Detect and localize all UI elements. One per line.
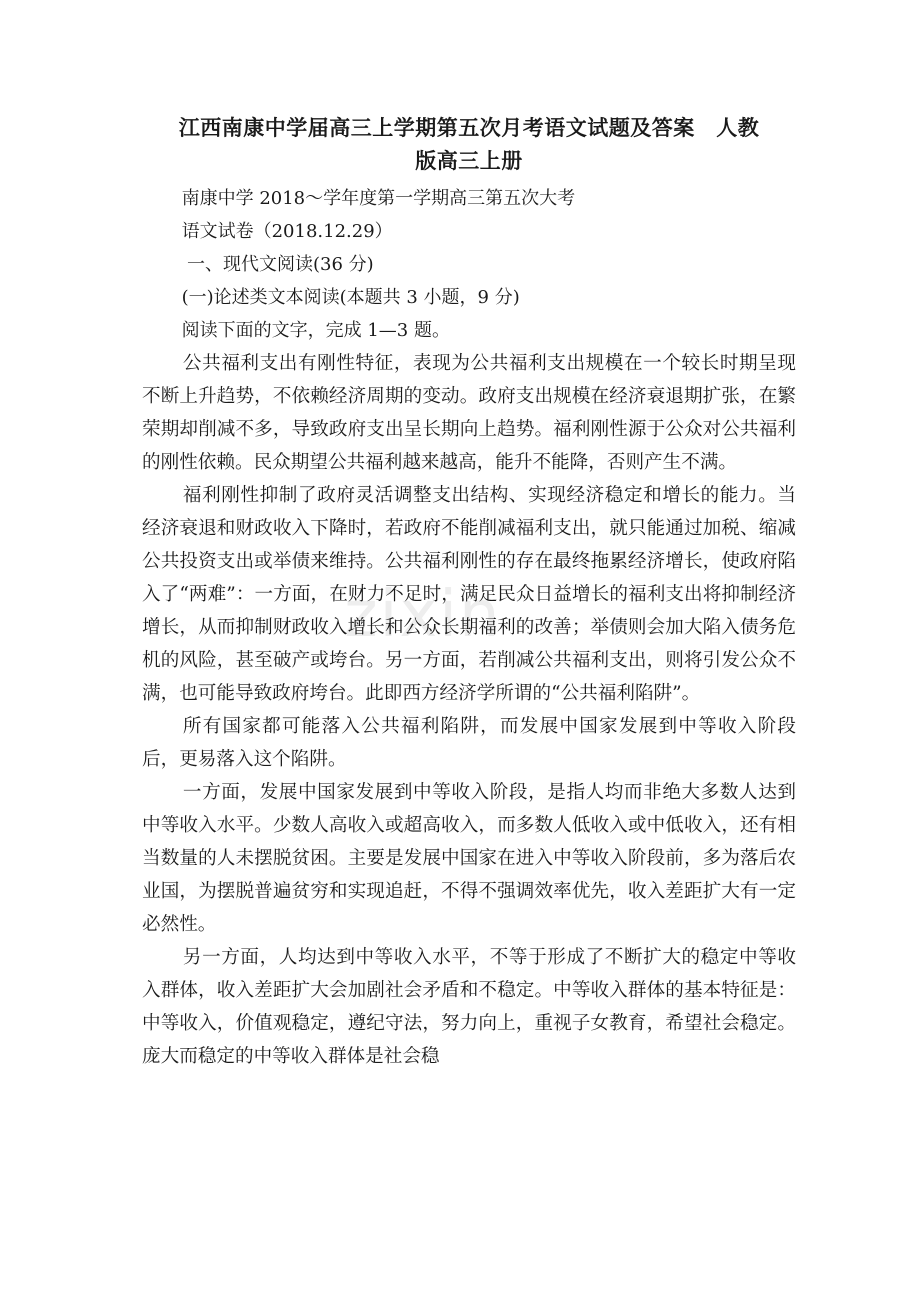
title-line-2: 版高三上册 xyxy=(415,149,523,173)
paragraph-2: 福利刚性抑制了政府灵活调整支出结构、实现经济稳定和增长的能力。当经济衰退和财政收入下降时，若政府不能削减福利支出，就只能通过加税、缩减公共投资支出或举债来维持。公共福利刚性的存在最终拖累经济增长，使政府陷入了“两难”：一方面，在财力不足时，满足民众日益增长的福利支出将抑制经济增长，从而抑制财政收入增长和公众长期福利的改善；举债则会加大陷入债务危机的风险，甚至破产或垮台。另一方面，若削减公共福利支出，则将引发公众不满，也可能导致政府垮台。此即西方经济学所谓的“公共福利陷阱”。 xyxy=(142,485,796,704)
paragraph-3: 所有国家都可能落入公共福利陷阱，而发展中国家发展到中等收入阶段后，更易落入这个陷阱。 xyxy=(142,716,796,770)
exam-header: 南康中学 2018～学年度第一学期高三第五次大考 xyxy=(181,188,576,209)
exam-subtitle: 语文试卷（2018.12.29） xyxy=(181,221,393,242)
section-heading: 一、现代文阅读(36 分) xyxy=(187,254,374,275)
paragraph-4: 一方面，发展中国家发展到中等收入阶段，是指人均而非绝大多数人达到中等收入水平。少数人高收入或超高收入，而多数人低收入或中低收入，还有相当数量的人未摆脱贫困。主要是发展中国家在进入中等收入阶段前，多为落后农业国，为摆脱普遍贫穷和实现追赶，不得不强调效率优先，收入差距扩大有一定必然性。 xyxy=(142,782,796,935)
watermark: zixin xyxy=(344,578,502,652)
paragraph-5: 另一方面，人均达到中等收入水平，不等于形成了不断扩大的稳定中等收入群体，收入差距扩大会加剧社会矛盾和不稳定。中等收入群体的基本特征是：中等收入，价值观稳定，遵纪守法，努力向上，重视子女教育，希望社会稳定。庞大而稳定的中等收入群体是社会稳 xyxy=(142,947,796,1067)
subsection-heading: (一)论述类文本阅读(本题共 3 小题，9 分) xyxy=(181,287,520,308)
paragraph-1: 公共福利支出有刚性特征，表现为公共福利支出规模在一个较长时期呈现不断上升趋势，不依赖经济周期的变动。政府支出规模在经济衰退期扩张，在繁荣期却削减不多，导致政府支出呈长期向上趋势。福利刚性源于公众对公共福利的刚性依赖。民众期望公共福利越来越高，能升不能降，否则产生不满。 xyxy=(142,353,796,473)
instruction: 阅读下面的文字，完成 1—3 题。 xyxy=(181,320,450,341)
title-line-1: 江西南康中学届高三上学期第五次月考语文试题及答案 人教 xyxy=(178,116,760,140)
document-page xyxy=(142,112,796,1073)
document-title xyxy=(142,112,796,178)
